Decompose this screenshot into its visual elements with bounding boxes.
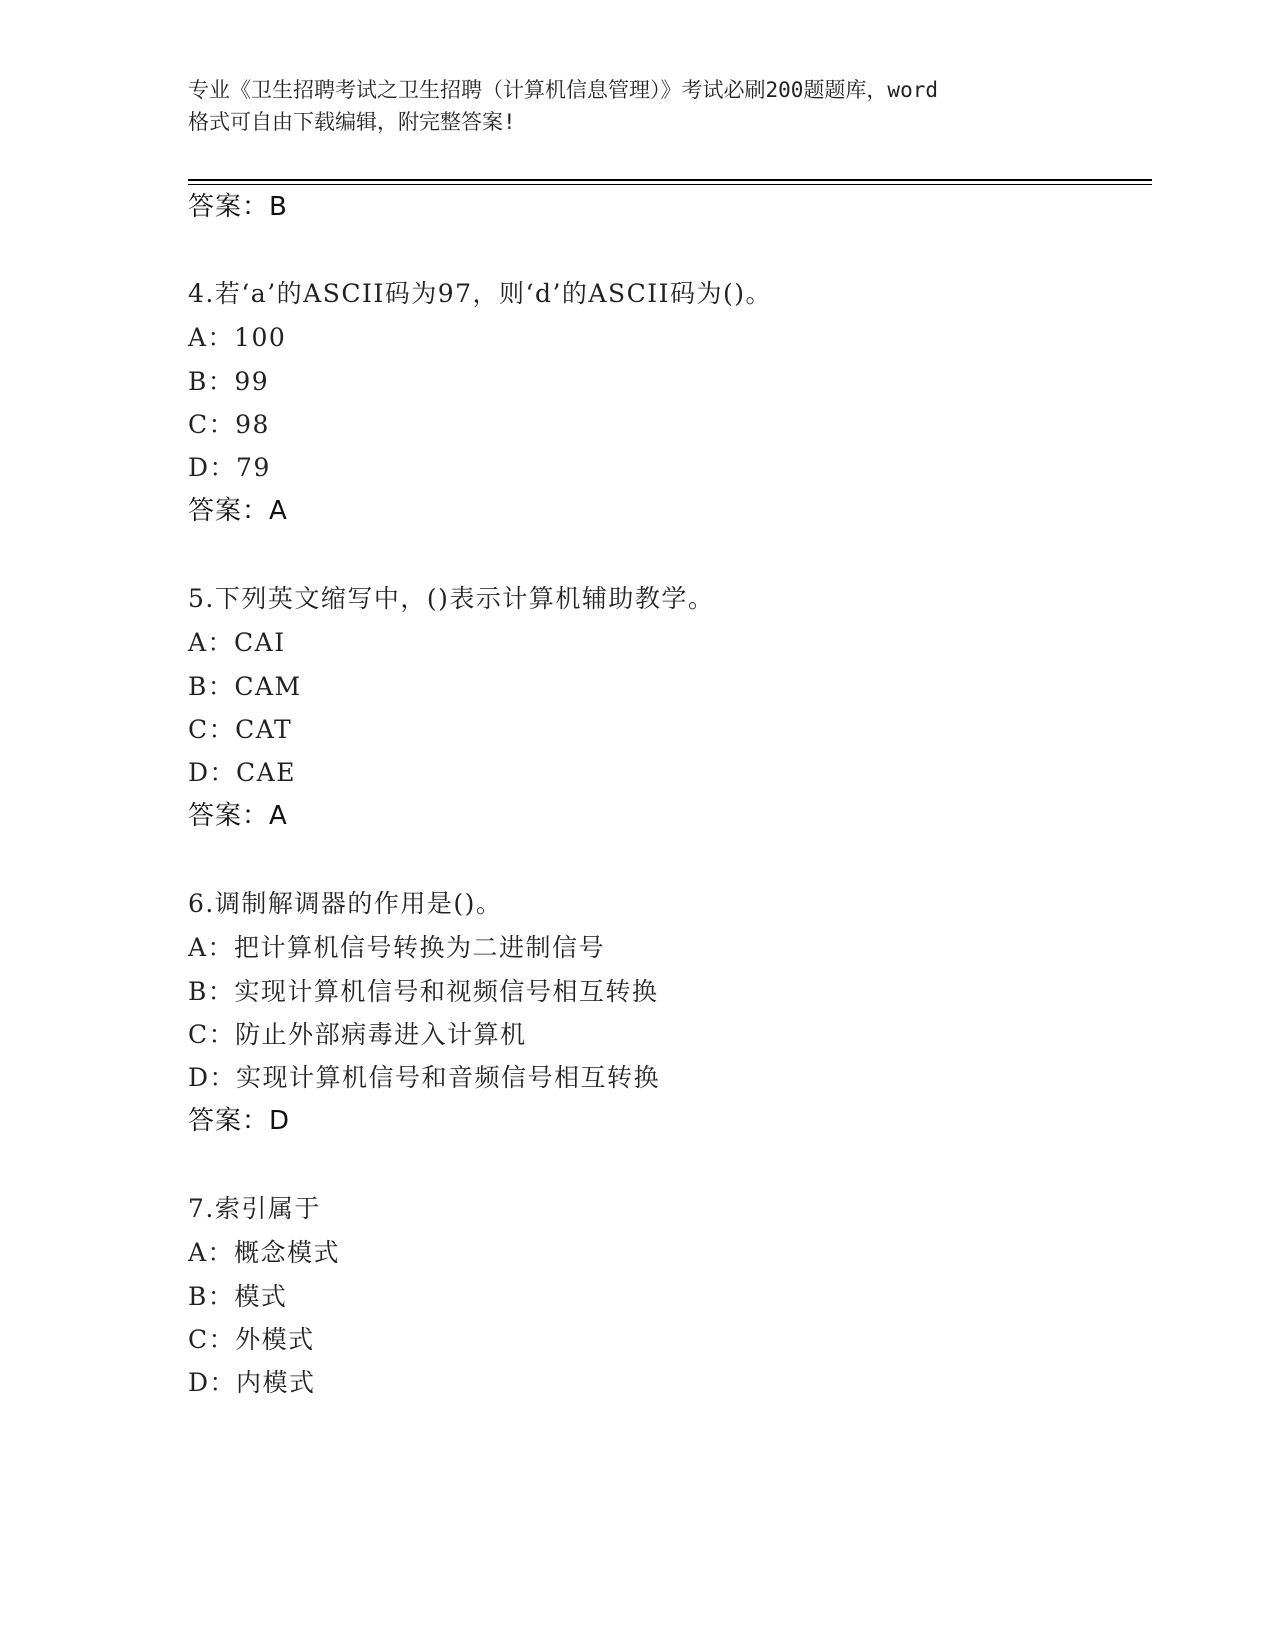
header-divider-top: [188, 179, 1152, 181]
header-divider-bottom: [188, 184, 1152, 185]
option-c: C：防止外部病毒进入计算机: [188, 1020, 527, 1049]
answer-label: 答案：A: [188, 801, 288, 831]
question-stem: 7.索引属于: [188, 1194, 321, 1223]
answer-label: 答案：B: [188, 192, 288, 222]
question-stem: 4.若‘a’的ASCII码为97，则‘d’的ASCII码为()。: [188, 279, 772, 308]
option-c: C：98: [188, 410, 270, 439]
option-d: D：79: [188, 453, 271, 482]
answer-label: 答案：D: [188, 1106, 291, 1136]
question-stem: 6.调制解调器的作用是()。: [188, 889, 503, 918]
option-b: B：实现计算机信号和视频信号相互转换: [188, 977, 659, 1006]
option-d: D：内模式: [188, 1368, 316, 1397]
header-line-2: 格式可自由下载编辑，附完整答案!: [188, 110, 516, 134]
header-line-1: 专业《卫生招聘考试之卫生招聘（计算机信息管理）》考试必刷200题题库，word: [188, 78, 938, 102]
option-b: B：模式: [188, 1282, 288, 1311]
document-header: [188, 74, 1088, 138]
answer-label: 答案：A: [188, 496, 288, 526]
option-d: D：CAE: [188, 758, 296, 787]
option-a: A：CAI: [188, 628, 286, 657]
option-a: A：把计算机信号转换为二进制信号: [188, 933, 606, 962]
option-a: A：100: [188, 323, 287, 352]
question-stem: 5.下列英文缩写中，()表示计算机辅助教学。: [188, 584, 715, 613]
option-c: C：外模式: [188, 1325, 315, 1354]
option-a: A：概念模式: [188, 1238, 341, 1267]
option-b: B：99: [188, 367, 270, 396]
option-b: B：CAM: [188, 672, 302, 701]
option-d: D：实现计算机信号和音频信号相互转换: [188, 1063, 661, 1092]
option-c: C：CAT: [188, 715, 293, 744]
